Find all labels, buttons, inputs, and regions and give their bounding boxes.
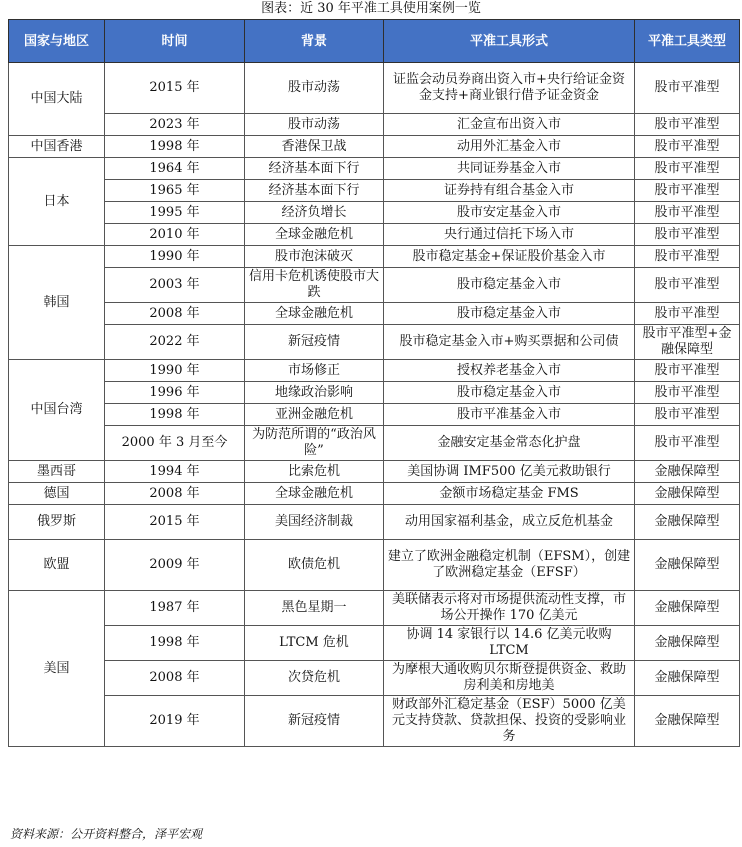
cell-background: 黑色星期一	[245, 591, 384, 626]
table-row	[9, 63, 740, 114]
cell-form: 金额市场稳定基金 FMS	[384, 483, 635, 505]
cell-region: 中国台湾	[9, 360, 105, 461]
cell-background: 香港保卫战	[245, 136, 384, 158]
table-row	[9, 505, 740, 540]
cell-background: 为防范所谓的“政治风险”	[245, 426, 384, 461]
cell-background: 新冠疫情	[245, 696, 384, 747]
cell-form: 美国协调 IMF500 亿美元救助银行	[384, 461, 635, 483]
cell-time: 2008 年	[105, 303, 245, 325]
header-type: 平准工具类型	[635, 20, 740, 63]
cell-type: 金融保障型	[635, 591, 740, 626]
cell-form: 央行通过信托下场入市	[384, 224, 635, 246]
table-body	[9, 63, 740, 747]
cell-type: 金融保障型	[635, 483, 740, 505]
cell-background: 股市动荡	[245, 63, 384, 114]
table-row	[9, 591, 740, 626]
cell-region: 欧盟	[9, 540, 105, 591]
cell-time: 1998 年	[105, 626, 245, 661]
cell-form: 证券持有组合基金入市	[384, 180, 635, 202]
cell-form: 股市稳定基金+保证股价基金入市	[384, 246, 635, 268]
cell-type: 金融保障型	[635, 696, 740, 747]
cell-time: 2019 年	[105, 696, 245, 747]
cell-time: 2009 年	[105, 540, 245, 591]
cell-background: 新冠疫情	[245, 325, 384, 360]
cell-form: 授权养老基金入市	[384, 360, 635, 382]
cell-region: 德国	[9, 483, 105, 505]
cell-form: 财政部外汇稳定基金（ESF）5000 亿美元支持贷款、贷款担保、投资的受影响业务	[384, 696, 635, 747]
table-row	[9, 224, 740, 246]
cell-background: 次贷危机	[245, 661, 384, 696]
table-row	[9, 180, 740, 202]
cell-form: 美联储表示将对市场提供流动性支撑，市场公开操作 170 亿美元	[384, 591, 635, 626]
cell-time: 2008 年	[105, 483, 245, 505]
cell-time: 1994 年	[105, 461, 245, 483]
cell-background: 美国经济制裁	[245, 505, 384, 540]
cell-type: 金融保障型	[635, 461, 740, 483]
cell-background: 比索危机	[245, 461, 384, 483]
cell-region: 中国大陆	[9, 63, 105, 136]
cell-background: 欧债危机	[245, 540, 384, 591]
cell-time: 1964 年	[105, 158, 245, 180]
cell-type: 股市平准型	[635, 202, 740, 224]
table-row	[9, 426, 740, 461]
cell-type: 金融保障型	[635, 540, 740, 591]
header-form: 平准工具形式	[384, 20, 635, 63]
cell-type: 股市平准型	[635, 246, 740, 268]
cell-form: 股市稳定基金入市	[384, 303, 635, 325]
cell-form: 金融安定基金常态化护盘	[384, 426, 635, 461]
cell-region: 日本	[9, 158, 105, 246]
cell-time: 2015 年	[105, 505, 245, 540]
table-row	[9, 202, 740, 224]
source-note: 资料来源：公开资料整合，泽平宏观	[10, 827, 203, 841]
header-region: 国家与地区	[9, 20, 105, 63]
cell-form: 股市稳定基金入市	[384, 268, 635, 303]
cell-type: 股市平准型	[635, 224, 740, 246]
cell-form: 股市安定基金入市	[384, 202, 635, 224]
table-row	[9, 540, 740, 591]
cell-type: 金融保障型	[635, 661, 740, 696]
cell-form: 动用外汇基金入市	[384, 136, 635, 158]
cell-form: 为摩根大通收购贝尔斯登提供资金、救助房利美和房地美	[384, 661, 635, 696]
cell-form: 股市稳定基金入市+购买票据和公司债	[384, 325, 635, 360]
header-row	[9, 20, 740, 63]
table-row	[9, 483, 740, 505]
cell-type: 股市平准型	[635, 360, 740, 382]
cell-background: 经济基本面下行	[245, 158, 384, 180]
cell-background: 股市泡沫破灭	[245, 246, 384, 268]
header-background: 背景	[245, 20, 384, 63]
cell-type: 金融保障型	[635, 505, 740, 540]
table-row	[9, 360, 740, 382]
cell-background: 股市动荡	[245, 114, 384, 136]
cell-time: 2010 年	[105, 224, 245, 246]
cell-type: 股市平准型	[635, 180, 740, 202]
cell-form: 证监会动员券商出资入市+央行给证金资金支持+商业银行借予证金资金	[384, 63, 635, 114]
cell-time: 1987 年	[105, 591, 245, 626]
cell-type: 金融保障型	[635, 626, 740, 661]
cell-region: 韩国	[9, 246, 105, 360]
cell-time: 1990 年	[105, 246, 245, 268]
table-row	[9, 661, 740, 696]
cell-region: 美国	[9, 591, 105, 747]
cell-background: 全球金融危机	[245, 224, 384, 246]
cell-background: 市场修正	[245, 360, 384, 382]
table-row	[9, 158, 740, 180]
table-row	[9, 382, 740, 404]
table-row	[9, 114, 740, 136]
cell-time: 1996 年	[105, 382, 245, 404]
cell-time: 1965 年	[105, 180, 245, 202]
cell-type: 股市平准型	[635, 382, 740, 404]
table-row	[9, 303, 740, 325]
cell-type: 股市平准型	[635, 404, 740, 426]
cell-time: 2008 年	[105, 661, 245, 696]
cell-background: 地缘政治影响	[245, 382, 384, 404]
cell-region: 中国香港	[9, 136, 105, 158]
cell-background: 经济基本面下行	[245, 180, 384, 202]
cell-type: 股市平准型	[635, 136, 740, 158]
cell-time: 2022 年	[105, 325, 245, 360]
cell-background: 信用卡危机诱使股市大跌	[245, 268, 384, 303]
cell-time: 1990 年	[105, 360, 245, 382]
cell-background: 亚洲金融危机	[245, 404, 384, 426]
cell-type: 股市平准型	[635, 303, 740, 325]
cell-type: 股市平准型	[635, 426, 740, 461]
table-row	[9, 136, 740, 158]
cell-type: 股市平准型	[635, 158, 740, 180]
cell-time: 2003 年	[105, 268, 245, 303]
cell-type: 股市平准型	[635, 268, 740, 303]
cell-time: 2015 年	[105, 63, 245, 114]
cell-time: 1995 年	[105, 202, 245, 224]
table-row	[9, 246, 740, 268]
cell-form: 协调 14 家银行以 14.6 亿美元收购 LTCM	[384, 626, 635, 661]
cell-type: 股市平准型+金融保障型	[635, 325, 740, 360]
cases-table	[8, 19, 740, 747]
cell-region: 墨西哥	[9, 461, 105, 483]
table-row	[9, 325, 740, 360]
header-time: 时间	[105, 20, 245, 63]
table-row	[9, 404, 740, 426]
cell-time: 2023 年	[105, 114, 245, 136]
cell-form: 股市稳定基金入市	[384, 382, 635, 404]
cell-type: 股市平准型	[635, 114, 740, 136]
cell-time: 2000 年 3 月至今	[105, 426, 245, 461]
cell-time: 1998 年	[105, 404, 245, 426]
cell-form: 建立了欧洲金融稳定机制（EFSM），创建了欧洲稳定基金（EFSF）	[384, 540, 635, 591]
table-caption: 图表：近 30 年平准工具使用案例一览	[261, 1, 481, 16]
cell-form: 股市平准基金入市	[384, 404, 635, 426]
table-row	[9, 268, 740, 303]
cell-type: 股市平准型	[635, 63, 740, 114]
cell-background: 经济负增长	[245, 202, 384, 224]
cell-form: 共同证券基金入市	[384, 158, 635, 180]
cell-form: 动用国家福利基金，成立反危机基金	[384, 505, 635, 540]
cell-form: 汇金宣布出资入市	[384, 114, 635, 136]
cell-time: 1998 年	[105, 136, 245, 158]
cell-background: 全球金融危机	[245, 483, 384, 505]
cell-background: 全球金融危机	[245, 303, 384, 325]
table-row	[9, 461, 740, 483]
table-row	[9, 696, 740, 747]
table-row	[9, 626, 740, 661]
cell-background: LTCM 危机	[245, 626, 384, 661]
cell-region: 俄罗斯	[9, 505, 105, 540]
